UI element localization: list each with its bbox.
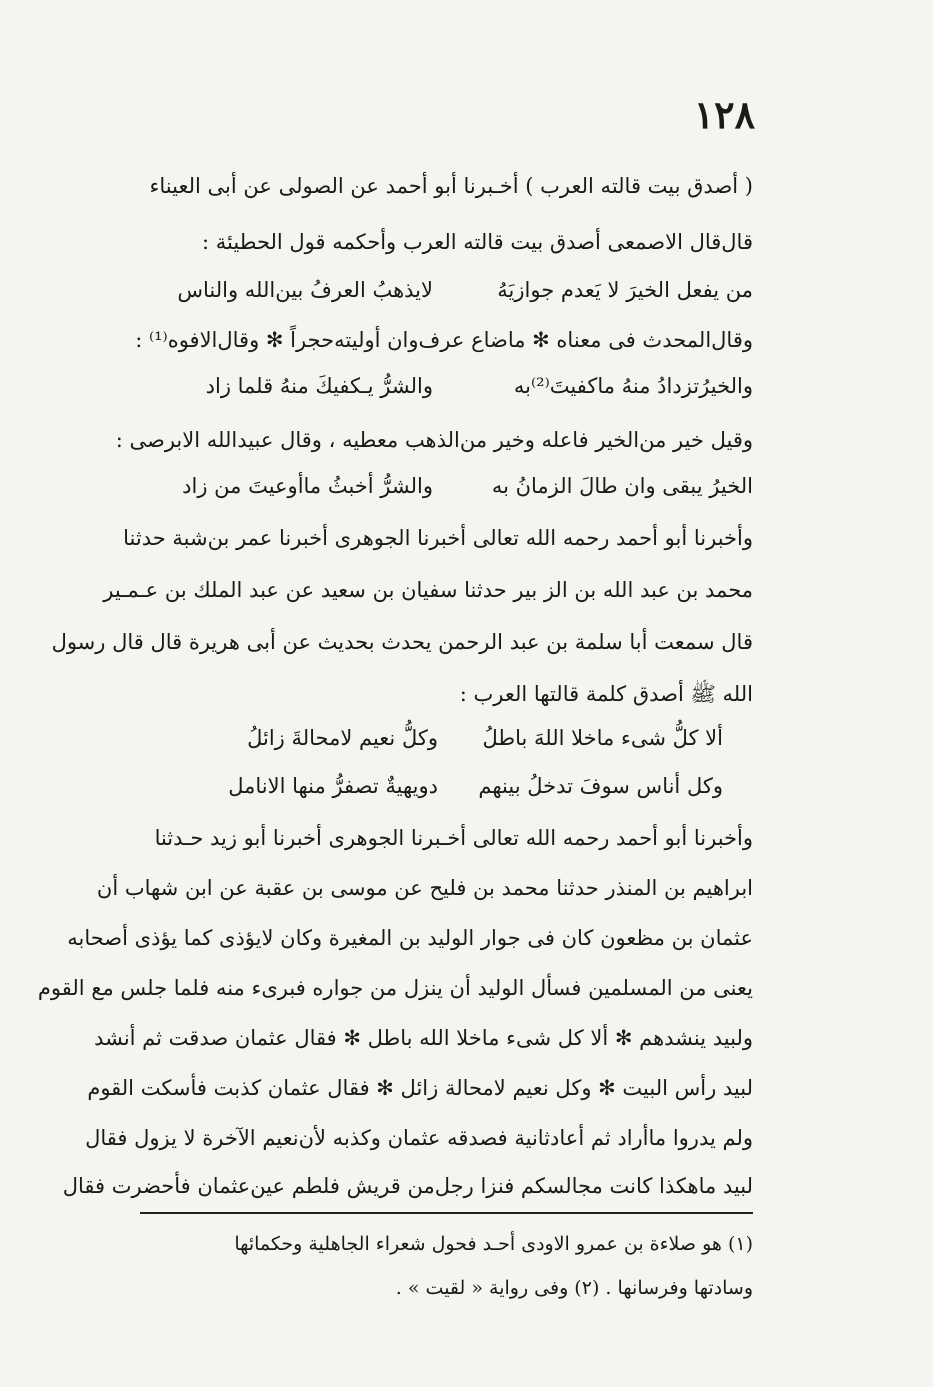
verse-row xyxy=(168,366,753,406)
text-line: وأخبرنا أبو أحمد رحمه الله تعالى أخبرنا الجوهرى أخبرنا عمر بن‌شبة حدثنا xyxy=(123,526,753,550)
text-line: قال سمعت أبا سلمة بن عبد الرحمن يحدث بحديث عن أبى هريرة قال قال رسول xyxy=(51,630,753,654)
text-line: محمد بن عبد الله بن الز بير حدثنا سفيان بن سعيد عن عبد الملك بن عـمـير xyxy=(103,578,753,602)
verse-first-hemistich: الخيرُ يبقى وان طالَ الزمانُ به xyxy=(491,474,753,498)
text-line: قال‌قال الاصمعى أصدق بيت قالته العرب وأحكمه قول الحطيئة : xyxy=(202,230,753,254)
text-line: عثمان بن مظعون كان فى جوار الوليد بن المغيرة وكان لايؤذى كما يؤذى أصحابه xyxy=(67,926,753,950)
verse-row xyxy=(168,466,753,506)
text-line: ولبيد ينشدهم ✻ ألا كل شىء ماخلا الله باطل ✻ فقال عثمان صدقت ثم أنشد xyxy=(94,1026,753,1050)
verse-second-hemistich: لايذهبُ العرفُ بين‌الله والناس xyxy=(177,278,433,302)
footnote: وسادتها وفرسانها . (٢) وفى رواية « لقيت » . xyxy=(395,1277,753,1299)
text-line: ابراهيم بن المنذر حدثنا محمد بن فليح عن موسى بن عقبة عن ابن شهاب أن xyxy=(96,876,753,900)
text-line: وقال‌المحدث فى معناه ✻ ماضاع عرف‌وان أوليته‌حجراً ✻ وقال‌الافوه⁽¹⁾ : xyxy=(135,328,753,352)
verse-first-hemistich: من يفعل الخيرَ لا يَعدم جوازيَهُ xyxy=(497,278,753,302)
verse-second-hemistich: والشرُّ أخبثُ ماأوعيتَ من زاد xyxy=(182,474,433,498)
verse-second-hemistich: والشرُّ يـكفيكَ منهُ قلما زاد xyxy=(205,374,433,398)
verse-row xyxy=(183,766,723,806)
footnote: (١) هو صلاءة بن عمرو الاودى أحـد فحول شعراء الجاهلية وحكمائها xyxy=(234,1233,753,1255)
footnote-divider xyxy=(140,1212,753,1214)
verse-row xyxy=(168,270,753,310)
verse-first-hemistich: والخيرُتزدادُ منهُ ماكفيتَ⁽²⁾به xyxy=(513,374,753,398)
verse-first-hemistich: ألا كلُّ شىء ماخلا اللهَ باطلُ xyxy=(482,726,723,750)
verse-second-hemistich: دويهيةٌ تصفرُّ منها الانامل xyxy=(228,774,438,798)
verse-second-hemistich: وكلُّ نعيم لامحالةَ زائلُ xyxy=(247,726,438,750)
text-line: ولم يدروا ماأراد ثم أعادثانية فصدقه عثمان وكذبه لأن‌نعيم الآخرة لا يزول فقال xyxy=(85,1126,753,1150)
text-line: وأخبرنا أبو أحمد رحمه الله تعالى أخـبرنا الجوهرى أخبرنا أبو زيد حـدثنا xyxy=(154,826,753,850)
text-line: ( أصدق بيت قالته العرب ) أخـبرنا أبو أحمد عن الصولى عن أبى العيناء xyxy=(149,174,753,198)
verse-first-hemistich: وكل أناس سوفَ تدخلُ بينهم xyxy=(478,774,723,798)
text-line: الله ﷺ أصدق كلمة قالتها العرب : xyxy=(459,682,753,706)
text-line: لبيد ماهكذا كانت مجالسكم فنزا رجل‌من قريش فلطم عين‌عثمان فأحضرت فقال xyxy=(62,1174,753,1198)
page-number: ١٢٨ xyxy=(693,92,755,137)
verse-row xyxy=(183,718,723,758)
text-line: لبيد رأس البيت ✻ وكل نعيم لامحالة زائل ✻ فقال عثمان كذبت فأسكت القوم xyxy=(87,1076,753,1100)
text-line: يعنى من المسلمين فسأل الوليد أن ينزل من جواره فبرىء منه فلما جلس مع القوم xyxy=(37,976,753,1000)
text-line: وقيل خير من‌الخير فاعله وخير من‌الذهب معطيه ، وقال عبيدالله الابرصى : xyxy=(115,428,753,452)
